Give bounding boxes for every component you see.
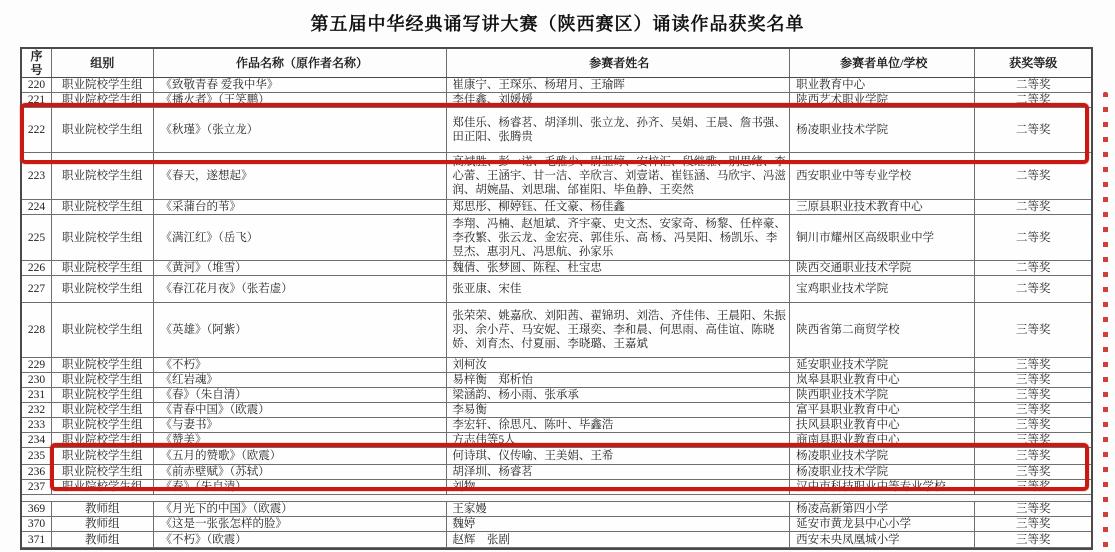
table-row xyxy=(22,465,1091,480)
cell-work: 《春》（朱自清） xyxy=(154,388,448,402)
cell-names: 李易衡 xyxy=(447,403,790,417)
table-row xyxy=(22,517,1091,532)
table-row xyxy=(22,153,1091,200)
cell-names: 刘物 xyxy=(447,480,790,494)
cell-no: 234 xyxy=(22,433,52,447)
cell-school: 宝鸡职业技术学院 xyxy=(790,276,975,302)
cell-group: 职业院校学生组 xyxy=(52,93,154,107)
cell-work: 《春江花月夜》（张若虚） xyxy=(154,276,448,302)
cell-work: 《不朽》（欧震） xyxy=(154,532,448,547)
cell-names: 魏婷 xyxy=(447,517,790,531)
cell-award: 二等奖 xyxy=(1015,262,1051,274)
cell-names: 李宏轩、徐思凡、陈叶、毕鑫浩 xyxy=(447,418,790,432)
table-row xyxy=(22,373,1091,388)
cell-group: 职业院校学生组 xyxy=(52,303,154,357)
cell-group: 职业院校学生组 xyxy=(52,448,154,464)
cell-no: 236 xyxy=(22,465,52,479)
cell-award: 三等奖 xyxy=(1015,481,1051,493)
cell-names: 李佳鑫、刘媛媛 xyxy=(447,93,790,107)
table-row xyxy=(22,480,1091,495)
cell-no: 229 xyxy=(22,358,52,372)
cell-school: 扶风县职业教育中心 xyxy=(790,418,975,432)
cell-school: 杨凌职业技术学院 xyxy=(790,465,975,479)
table-row xyxy=(22,215,1091,261)
cell-work: 《五月的赞歌》（欧震） xyxy=(154,448,448,464)
cell-work: 《这是一张张怎样的脸》 xyxy=(154,517,448,531)
cell-award: 二等奖 xyxy=(1015,170,1051,182)
table-row xyxy=(22,418,1091,433)
cell-school: 陕西艺术职业学院 xyxy=(790,93,975,107)
table-row xyxy=(22,388,1091,403)
cell-group: 职业院校学生组 xyxy=(52,276,154,302)
cell-school: 杨凌职业技术学院 xyxy=(790,108,975,152)
cell-work: 《月光下的中国》（欧震） xyxy=(154,502,448,516)
cell-award: 三等奖 xyxy=(1015,374,1051,386)
cell-school: 西安职业中等专业学校 xyxy=(790,153,975,199)
cell-school: 延安市黄龙县中心小学 xyxy=(790,517,975,531)
cell-names: 张荣荣、姚嘉欣、刘阳茜、翟锦玥、刘浩、齐佳伟、王晨阳、朱振羽、余小芹、马安妮、王璟奕、李和晨、何思雨、高佳谊、陈晓娇、刘育杰、付夏丽、李晓璐、王嘉斌 xyxy=(447,303,790,357)
cell-award: 二等奖 xyxy=(1015,94,1051,106)
table-header-row xyxy=(22,49,1091,78)
cell-award: 三等奖 xyxy=(1015,389,1051,401)
cell-no: 224 xyxy=(22,200,52,214)
cell-names: 魏倩、张梦圆、陈程、杜宝忠 xyxy=(447,261,790,275)
table-row xyxy=(22,403,1091,418)
cell-school: 西安未央凤凰城小学 xyxy=(790,532,975,547)
cell-group: 职业院校学生组 xyxy=(52,78,154,92)
cell-no: 222 xyxy=(22,108,52,152)
cell-no: 223 xyxy=(22,153,52,199)
cell-school: 商南县职业教育中心 xyxy=(790,433,975,447)
header-award: 获奖等级 xyxy=(1009,56,1058,70)
cell-names: 刘柯汝 xyxy=(447,358,790,372)
cell-no: 233 xyxy=(22,418,52,432)
cell-group: 职业院校学生组 xyxy=(52,465,154,479)
cell-group: 职业院校学生组 xyxy=(52,261,154,275)
red-edge-marks xyxy=(1103,92,1108,552)
table-row xyxy=(22,200,1091,215)
cell-work: 《播火者》（王笑鹏） xyxy=(154,93,448,107)
cell-names: 崔康宁、王琛乐、杨珺月、王瑜晖 xyxy=(447,78,790,92)
award-table xyxy=(20,47,1093,550)
table-row xyxy=(22,532,1091,548)
cell-award: 三等奖 xyxy=(1015,518,1051,530)
cell-names: 方志伟等5人 xyxy=(447,433,790,447)
cell-group: 职业院校学生组 xyxy=(52,373,154,387)
cell-names: 梁涵韵、杨小雨、张承承 xyxy=(447,388,790,402)
cell-work: 《青春中国》（欧震） xyxy=(154,403,448,417)
cell-school: 铜川市耀州区高级职业中学 xyxy=(790,215,975,260)
cell-award: 三等奖 xyxy=(1015,466,1051,478)
cell-names: 张亚康、宋佳 xyxy=(447,276,790,302)
cell-no: 227 xyxy=(22,276,52,302)
cell-group: 职业院校学生组 xyxy=(52,418,154,432)
header-names: 参赛者姓名 xyxy=(447,49,790,77)
cell-names: 何诗琪、仪传喻、王美娟、王希 xyxy=(447,448,790,464)
table-row xyxy=(22,93,1091,108)
cell-names: 赵辉 张剧 xyxy=(447,532,790,547)
cell-award: 二等奖 xyxy=(1015,124,1051,136)
cell-award: 三等奖 xyxy=(1015,533,1051,546)
table-row xyxy=(22,502,1091,517)
cell-work: 《英雄》（阿紫） xyxy=(154,303,448,357)
cell-no: 232 xyxy=(22,403,52,417)
cell-work: 《红岩魂》 xyxy=(154,373,448,387)
cell-work: 《不朽》 xyxy=(154,358,448,372)
cell-names: 易梓衡 郑析怡 xyxy=(447,373,790,387)
cell-award: 三等奖 xyxy=(1015,324,1051,336)
cell-no: 226 xyxy=(22,261,52,275)
cell-school: 陕西职业技术学院 xyxy=(790,388,975,402)
cell-names: 郑佳乐、杨睿茗、胡泽圳、张立龙、孙齐、吴娟、王晨、詹书强、田正阳、张腾贵 xyxy=(447,108,790,152)
cell-group: 职业院校学生组 xyxy=(52,388,154,402)
cell-no: 230 xyxy=(22,373,52,387)
cell-school: 三原县职业技术教育中心 xyxy=(790,200,975,214)
header-group: 组别 xyxy=(52,49,154,77)
table-row xyxy=(22,433,1091,448)
cell-school: 陕西交通职业技术学院 xyxy=(790,261,975,275)
cell-names: 王家嫚 xyxy=(447,502,790,516)
cell-school: 汉中市科技职业中等专业学校 xyxy=(790,480,975,494)
cell-award: 二等奖 xyxy=(1015,79,1051,91)
cell-group: 职业院校学生组 xyxy=(52,358,154,372)
cell-names: 高斌胜、彭一诺、毛雅少、尉亚婷、安梓汇、段继雅、别思绪、李心蕾、王涵宇、甘一洁、辛欣言、刘壹诺、崔钰涵、马欣宇、冯滋润、胡婉晶、刘思瑞、邰崔阳、毕鱼静、王奕然 xyxy=(447,153,790,199)
cell-award: 二等奖 xyxy=(1015,201,1051,213)
cell-award: 二等奖 xyxy=(1015,231,1051,244)
cell-work: 《与妻书》 xyxy=(154,418,448,432)
cell-work: 《春》（朱自清） xyxy=(154,480,448,494)
table-row xyxy=(22,108,1091,153)
cell-group: 职业院校学生组 xyxy=(52,153,154,199)
cell-names: 郑思彤、柳婷钰、任文豪、杨佳鑫 xyxy=(447,200,790,214)
cell-work: 《秋瑾》（张立龙） xyxy=(154,108,448,152)
cell-work: 《致敬青春 爱我中华》 xyxy=(154,78,448,92)
cell-no: 231 xyxy=(22,388,52,402)
table-row xyxy=(22,261,1091,276)
header-work: 作品名称（原作者名称） xyxy=(154,49,448,77)
cell-school: 岚皋县职业教育中心 xyxy=(790,373,975,387)
cell-school: 职业教育中心 xyxy=(790,78,975,92)
cell-no: 237 xyxy=(22,480,52,494)
cell-school: 陕西省第二商贸学校 xyxy=(790,303,975,357)
cell-school: 延安职业技术学院 xyxy=(790,358,975,372)
cell-award: 三等奖 xyxy=(1015,503,1051,515)
cell-work: 《采蒲台的苇》 xyxy=(154,200,448,214)
cell-no: 370 xyxy=(22,517,52,531)
table-row xyxy=(22,78,1091,93)
cell-no: 225 xyxy=(22,215,52,260)
header-school: 参赛者单位/学校 xyxy=(790,49,975,77)
cell-names: 胡泽圳、杨睿茗 xyxy=(447,465,790,479)
table-row xyxy=(22,358,1091,373)
cell-no: 235 xyxy=(22,448,52,464)
cell-names: 李翔、冯楠、赵旭斌、齐宇豪、史文杰、安家奇、杨黎、任梓豪、李孜繁、张云龙、金宏亮、郭佳乐、高 杨、冯昊阳、杨凯乐、李昱杰、惠羽凡、冯思航、孙家乐 xyxy=(447,215,790,260)
cell-group: 职业院校学生组 xyxy=(52,215,154,260)
cell-work: 《春天，遂想起》 xyxy=(154,153,448,199)
cell-award: 二等奖 xyxy=(1015,283,1051,295)
cell-award: 三等奖 xyxy=(1015,404,1051,416)
document-title: 第五届中华经典诵写讲大赛（陕西赛区）诵读作品获奖名单 xyxy=(310,14,805,34)
table-row xyxy=(22,303,1091,358)
cell-group: 职业院校学生组 xyxy=(52,480,154,494)
table-row xyxy=(22,448,1091,465)
cell-group: 职业院校学生组 xyxy=(52,108,154,152)
cell-no: 369 xyxy=(22,502,52,516)
cell-award: 三等奖 xyxy=(1015,419,1051,431)
table-row xyxy=(22,276,1091,303)
cell-school: 杨凌职业技术学院 xyxy=(790,448,975,464)
cell-group: 教师组 xyxy=(52,502,154,516)
cell-group: 教师组 xyxy=(52,517,154,531)
cell-school: 杨凌高新第四小学 xyxy=(790,502,975,516)
cell-no: 371 xyxy=(22,532,52,547)
cell-work: 《黄河》（堆雪） xyxy=(154,261,448,275)
cell-no: 228 xyxy=(22,303,52,357)
cell-work: 《赞美》 xyxy=(154,433,448,447)
cell-group: 职业院校学生组 xyxy=(52,200,154,214)
cell-award: 三等奖 xyxy=(1015,434,1051,446)
cell-no: 220 xyxy=(22,78,52,92)
header-no: 序号 xyxy=(22,49,52,77)
cell-award: 三等奖 xyxy=(1015,450,1051,462)
cell-no: 221 xyxy=(22,93,52,107)
cell-group: 职业院校学生组 xyxy=(52,433,154,447)
section-divider xyxy=(22,495,1091,502)
cell-school: 富平县职业教育中心 xyxy=(790,403,975,417)
cell-work: 《前赤壁赋》（苏轼） xyxy=(154,465,448,479)
cell-group: 教师组 xyxy=(52,532,154,547)
cell-group: 职业院校学生组 xyxy=(52,403,154,417)
cell-work: 《满江红》（岳飞） xyxy=(154,215,448,260)
table-body xyxy=(22,78,1091,548)
cell-award: 三等奖 xyxy=(1015,359,1051,371)
